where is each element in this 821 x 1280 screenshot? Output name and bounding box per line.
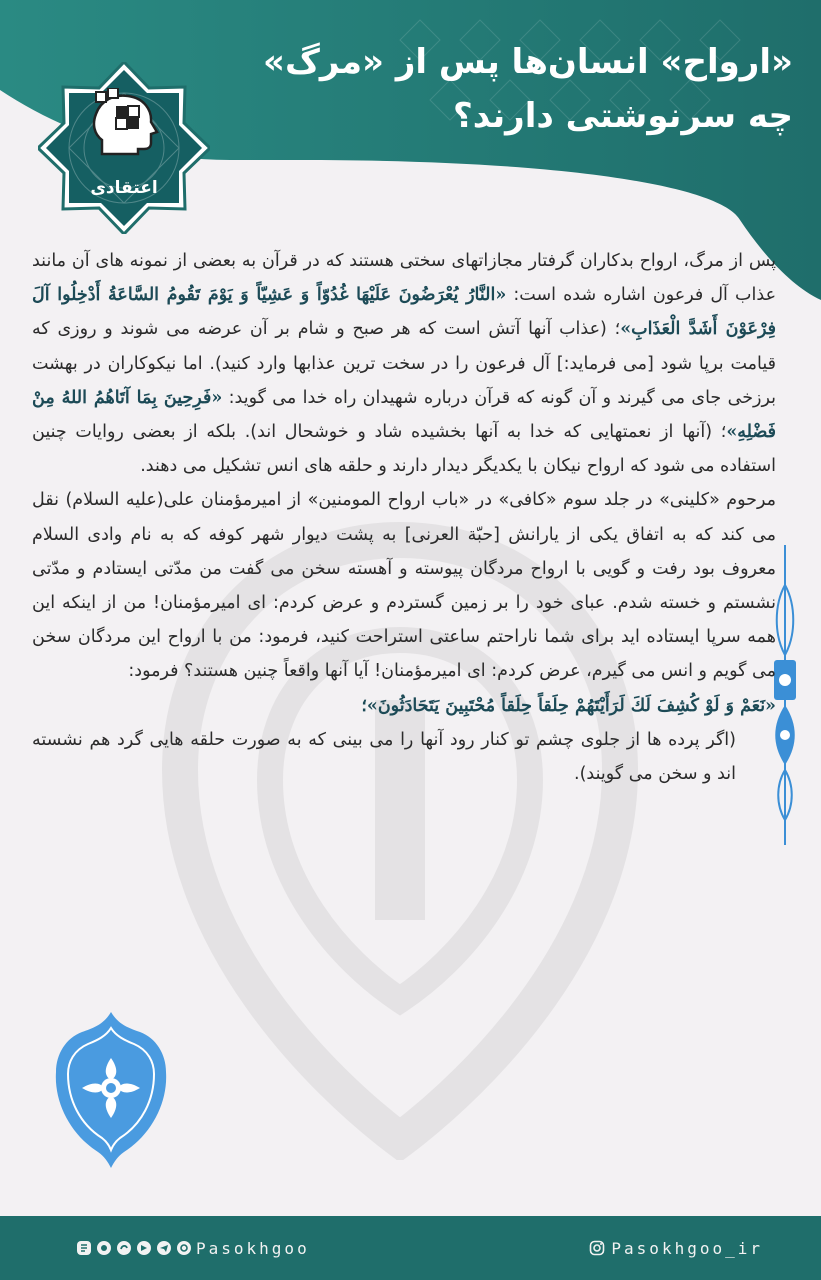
page-title bbox=[253, 35, 793, 143]
paragraph-1-text-b: ؛ (عذاب آنها آتش است که هر صبح و شام بر آن عرضه می شوند و روزی که قیامت برپا شود [می فرماید:] آل فرعون را در سخت ترین عذابها وارد کنید). اما نیکوکاران در بهشت برزخی جای می گیرند و آن گونه که قرآن درباره شهیدان راه خدا می گوید: bbox=[32, 319, 776, 408]
category-label: اعتقادی bbox=[90, 178, 158, 198]
title-line-1: «ارواح» انسان‌ها پس از «مرگ» bbox=[263, 42, 793, 82]
rubika-icon[interactable] bbox=[136, 1240, 152, 1256]
bale-icon[interactable] bbox=[96, 1240, 112, 1256]
paragraph-2: مرحوم «کلینی» در جلد سوم «کافی» در «باب ارواح المومنین» از امیرمؤمنان علی(علیه السلام) نقل می کند که به اتفاق یکی از یارانش [حبّة العرنی] به پشت دیوار شهر کوفه که به نام وادی السلام معروف بود رفت و گویی با ارواح مردگان پیوسته و آهسته سخن می گفت من مدّتی ایستادم و مدّتی نشستم و خسته شدم. عبای خود را بر زمین گستردم و عرض کردم: ای امیرمؤمنان! من از اینکه این همه سرپا ایستاده اید برای شما ناراحتم ساعتی استراحت کنید، فرمود: من با ارواح این مردگان سخن می گویم و انس می گیرم، عرض کردم: ای امیرمؤمنان! آیا آنها واقعاً چنین هستند؟ فرمود: bbox=[32, 490, 776, 682]
footer-handle-right[interactable]: Pasokhgoo_ir bbox=[611, 1238, 763, 1258]
quran-verse-1: «النَّارُ يُعْرَضُونَ عَلَيْهَا غُدُوّاً وَ عَشِيّاً وَ يَوْمَ تَقُومُ السَّاعَةُ أَدْخِلُوا آلَ فِرْعَوْنَ أَشَدَّ الْعَذَابِ» bbox=[32, 285, 776, 340]
footer-social-right bbox=[589, 1236, 763, 1260]
article-body bbox=[32, 244, 776, 791]
quran-verse-2: «فَرِحِينَ بِمَا آتَاهُمُ اللهُ مِنْ فَضْلِهِ» bbox=[32, 387, 776, 443]
head-puzzle-icon bbox=[90, 88, 160, 160]
footer-social-left bbox=[76, 1236, 310, 1260]
footer-handle-left[interactable]: Pasokhgoo bbox=[196, 1238, 310, 1258]
paragraph-1-text-c: ؛ (آنها از نعمتهایی که خدا به آنها بخشیده شاد و خوشحال اند). بلکه از بعضی روایات چنین استفاده می شود که ارواح نیکان با یکدیگر دیدار دارند و حلقه های انس تشکیل می دهند. bbox=[32, 422, 776, 477]
telegram-icon[interactable] bbox=[156, 1240, 172, 1256]
decorative-medallion bbox=[52, 1010, 170, 1170]
title-line-2: چه سرنوشتی دارند؟ bbox=[453, 96, 793, 136]
igap-icon[interactable] bbox=[176, 1240, 192, 1256]
paragraph-1 bbox=[32, 244, 776, 483]
eitaa-icon[interactable] bbox=[76, 1240, 92, 1256]
paragraph-1-text-a: پس از مرگ، ارواح بدکاران گرفتار مجازاتهای سختی هستند که در قرآن به بعضی از نمونه های آن مانند عذاب آل فرعون اشاره شده است: bbox=[32, 251, 777, 306]
instagram-icon[interactable] bbox=[589, 1240, 605, 1256]
soroush-icon[interactable] bbox=[116, 1240, 132, 1256]
footer-bar bbox=[0, 1216, 821, 1280]
paragraph-3: (اگر پرده ها از جلوی چشم تو کنار رود آنها را می بینی که به صورت حلقه هایی گرد هم نشسته اند و سخن می گویند). bbox=[32, 729, 736, 785]
hadith-quote: «نَعَمْ وَ لَوْ كُشِفَ لَكَ لَرَأَيْتَهُمْ حِلَقاً حِلَقاً مُحْتَبِينَ يَتَحَادَثُونَ»؛ bbox=[361, 695, 776, 716]
